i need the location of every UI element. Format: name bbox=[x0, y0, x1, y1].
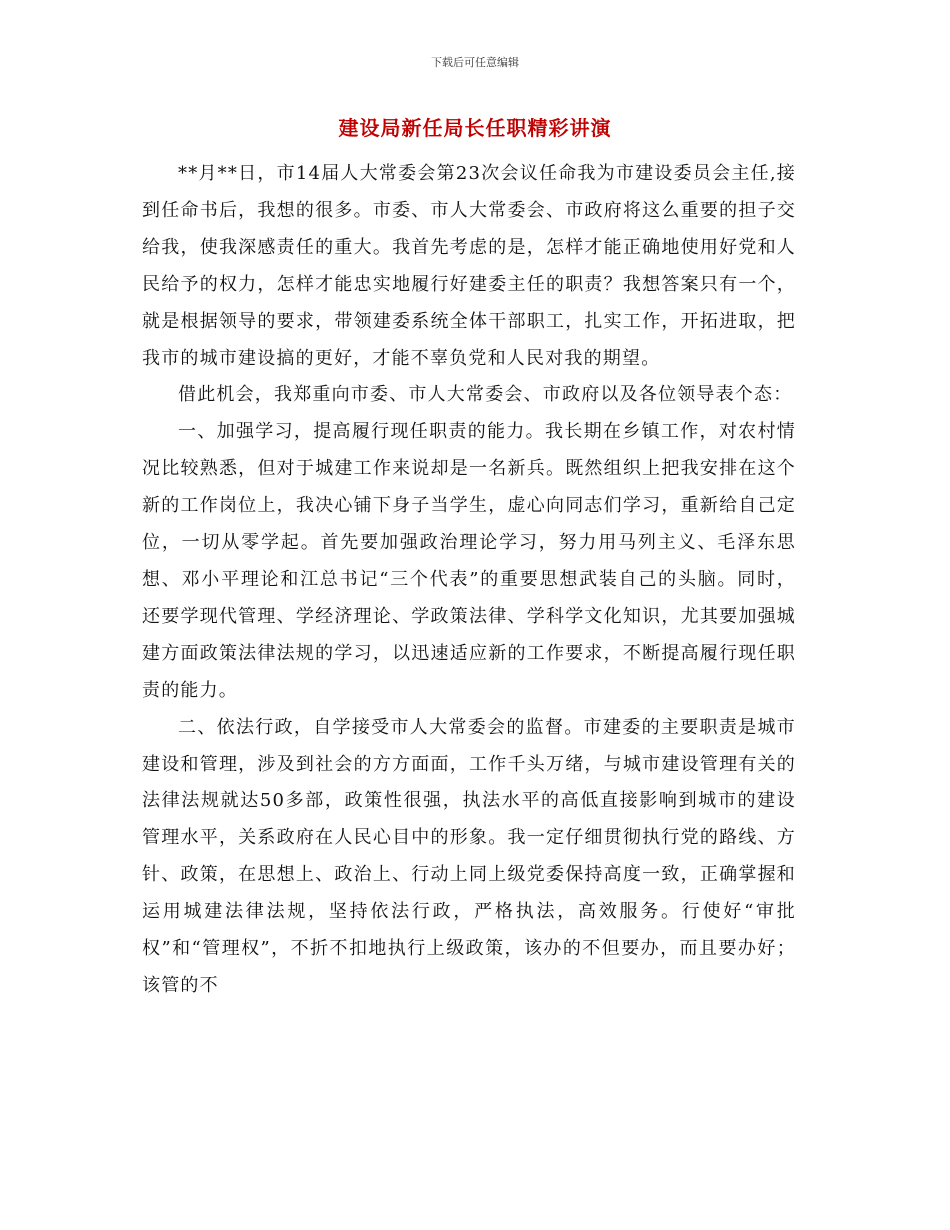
header-note: 下载后可任意编辑 bbox=[431, 56, 519, 69]
paragraph-2: 借此机会，我郑重向市委、市人大常委会、市政府以及各位领导表个态： bbox=[178, 384, 793, 406]
document-title: 建设局新任局长任职精彩讲演 bbox=[338, 116, 612, 140]
paragraph-4: 二、依法行政，自学接受市人大常委会的监督。市建委的主要职责是城市建设和管理，涉及到社会的方方面面，工作千头万绪，与城市建设管理有关的法律法规就达50多部，政策性很强，执法水平的高低直接影响到城市的建设管理水平，关系政府在人民心目中的形象。我一定仔细贯彻执行党的路线、方针、政策，在思想上、政治上、行动上同上级党委保持高度一致，正确掌握和运用城建法律法规，坚持依法行政，严格执法，高效服务。行使好“审批权”和“管理权”，不折不扣地执行上级政策，该办的不但要办，而且要办好；该管的不 bbox=[142, 716, 796, 996]
paragraph-1: **月**日，市14届人大常委会第23次会议任命我为市建设委员会主任,接到任命书后，我想的很多。市委、市人大常委会、市政府将这么重要的担子交给我，使我深感责任的重大。我首先考虑的是，怎样才能正确地使用好党和人民给予的权力，怎样才能忠实地履行好建委主任的职责？我想答案只有一个，就是根据领导的要求，带领建委系统全体干部职工，扎实工作，开拓进取，把我市的城市建设搞的更好，才能不辜负党和人民对我的期望。 bbox=[142, 163, 796, 369]
paragraph-3: 一、加强学习，提高履行现任职责的能力。我长期在乡镇工作，对农村情况比较熟悉，但对于城建工作来说却是一名新兵。既然组织上把我安排在这个新的工作岗位上，我决心铺下身子当学生，虚心向同志们学习，重新给自己定位，一切从零学起。首先要加强政治理论学习，努力用马列主义、毛泽东思想、邓小平理论和江总书记“三个代表”的重要思想武装自己的头脑。同时，还要学现代管理、学经济理论、学政策法律、学科学文化知识，尤其要加强城建方面政策法律法规的学习，以迅速适应新的工作要求，不断提高履行现任职责的能力。 bbox=[142, 421, 796, 701]
document-body bbox=[142, 156, 796, 1005]
